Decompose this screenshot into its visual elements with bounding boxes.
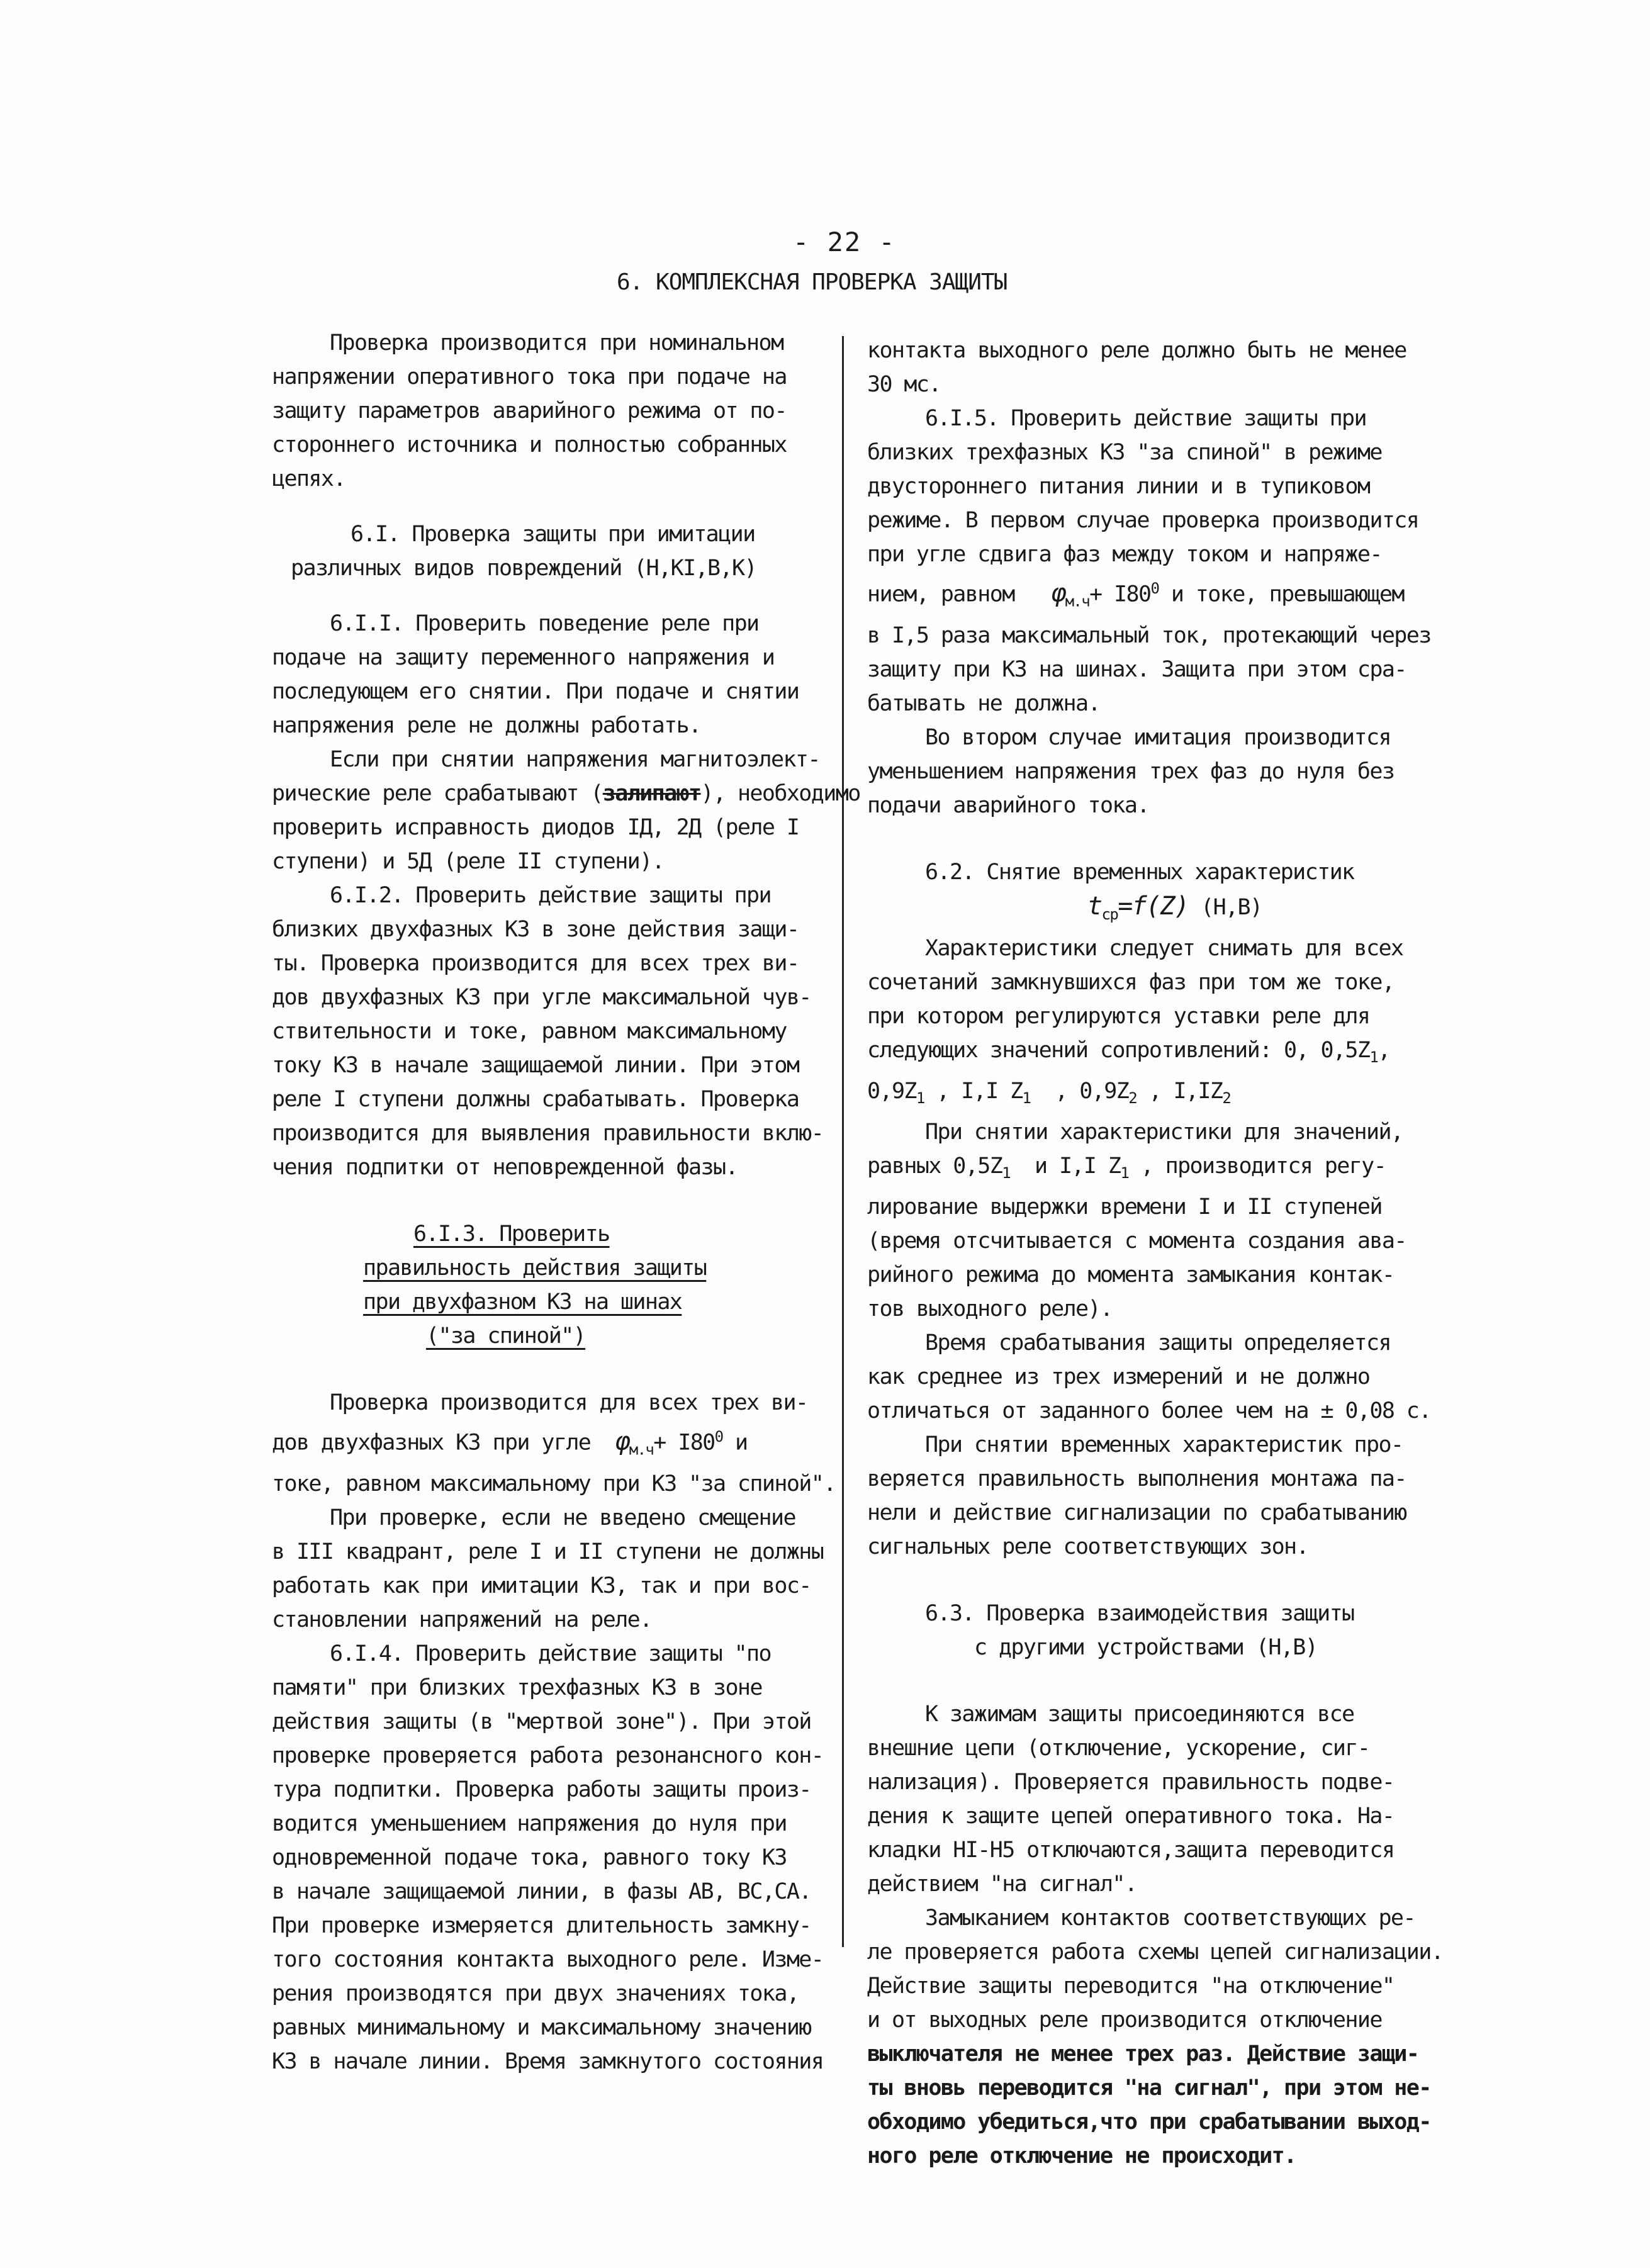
text-line: ного реле отключение не происходит. (867, 2143, 1296, 2169)
text-line: кладки НI-Н5 отключаются,защита переводится (867, 1837, 1395, 1863)
t-symbol: t (1087, 891, 1102, 921)
text-span: 0,9Z (867, 1078, 916, 1104)
phi-symbol: φ (1051, 578, 1065, 608)
subscript: 1 (1022, 1089, 1031, 1107)
text-line: 6.I.2. Проверить действие защиты при (330, 883, 771, 908)
text-line: 6.I.4. Проверить действие защиты "по (330, 1641, 771, 1666)
text-line: стороннего источника и полностью собранных (272, 432, 787, 458)
text-line: тура подпитки. Проверка работы защиты произ- (272, 1777, 811, 1802)
text-line: ле проверяется работа схемы цепей сигнализации. (867, 1939, 1444, 1965)
subscript: 1 (1120, 1164, 1129, 1182)
text-line: в начале защищаемой линии, в фазы АВ, ВС,СА. (272, 1878, 811, 1904)
text-line: защиту при КЗ на шинах. Защита при этом сра- (867, 656, 1406, 682)
heading-6-2-formula (867, 889, 1452, 931)
degree: 0 (1150, 580, 1159, 597)
text-line: реле I ступени должны срабатывать. Проверка (272, 1087, 799, 1112)
text-span: равных 0,5Z (867, 1153, 1002, 1179)
text-line: в I,5 раза максимальный ток, протекающий через (867, 622, 1431, 648)
text-line: При проверке, если не введено смещение (330, 1505, 795, 1530)
text-line: ствительности и токе, равном максимальному (272, 1019, 787, 1044)
phi-subscript: м.ч (629, 1440, 654, 1459)
text-span: (Н,В) (1201, 894, 1262, 920)
subscript: 1 (1002, 1164, 1011, 1182)
heading-6-2: 6.2. Снятие временных характеристик (925, 859, 1354, 885)
text-line: К зажимам защиты присоединяются все (925, 1701, 1354, 1727)
text-line: проверке проверяется работа резонансного кон- (272, 1743, 824, 1768)
text-line: Замыканием контактов соответствующих ре- (925, 1905, 1415, 1931)
text-line (272, 777, 860, 811)
text-line: току КЗ в начале защищаемой линии. При этом (272, 1053, 799, 1078)
text-line (867, 1074, 1452, 1115)
text-line: в III квадрант, реле I и II ступени не должны (272, 1539, 824, 1564)
text-line: рийного режима до момента замыкания контак- (867, 1262, 1395, 1288)
text-span: + I80 (1089, 581, 1151, 607)
text-line: проверить исправность диодов IД, 2Д (реле I (272, 815, 799, 840)
text-line: КЗ в начале линии. Время замкнутого состояния (272, 2048, 824, 2074)
text-line: чения подпитки от неповрежденной фазы. (272, 1155, 738, 1180)
right-column (867, 334, 1452, 2173)
t-subscript: ср (1101, 905, 1118, 923)
text-line: веряется правильность выполнения монтажа па- (867, 1466, 1406, 1491)
text-line (867, 571, 1452, 619)
text-line: ступени) и 5Д (реле II ступени). (272, 849, 665, 874)
page-number: - 22 - (793, 227, 896, 257)
text-line: выключателя не менее трех раз. Действие защи- (867, 2041, 1419, 2067)
text-span: нием, равном (867, 581, 1014, 607)
text-line: при котором регулируются уставки реле для (867, 1003, 1370, 1029)
text-line: ты вновь переводится "на сигнал", при этом не- (867, 2075, 1431, 2101)
text-line: рения производятся при двух значениях тока, (272, 1980, 799, 2006)
text-line: 6.I.5. Проверить действие защиты при (925, 406, 1366, 431)
subscript: 1 (1369, 1048, 1378, 1066)
subscript: 2 (1128, 1089, 1137, 1107)
text-line: как среднее из трех измерений и не должно (867, 1364, 1370, 1389)
heading-6-1-3: 6.I.3. Проверить (413, 1221, 610, 1247)
left-column (272, 326, 860, 2079)
text-line: следующих значений сопротивлений: 0, $0,5Z_1$, (867, 1037, 1390, 1066)
heading-6-1: 6.I. Проверка защиты при имитации (351, 522, 755, 547)
text-line: уменьшением напряжения трех фаз до нуля без (867, 758, 1395, 784)
heading-6-1-line2: различных видов повреждений (Н,КI,В,К) (291, 556, 756, 581)
text-line: батывать не должна. (867, 690, 1100, 716)
text-line: при угле сдвига фаз между током и напряже- (867, 542, 1382, 567)
text-line: работать как при имитации КЗ, так и при вос- (272, 1573, 811, 1598)
text-line: напряжения реле не должны работать. (272, 713, 701, 738)
text-span: , I,I Z (936, 1078, 1023, 1104)
text-line: действием "на сигнал". (867, 1871, 1137, 1897)
text-line: (время отсчитывается с момента создания ава- (867, 1228, 1406, 1254)
text-line: режиме. В первом случае проверка производится (867, 508, 1419, 533)
text-line: тов выходного реле). (867, 1296, 1113, 1322)
text-line: Действие защиты переводится "на отключение" (867, 1973, 1395, 1999)
text-line: дов двухфазных КЗ при угле максимальной чув- (272, 985, 811, 1010)
heading-6-1-3-line2: правильность действия защиты (363, 1255, 707, 1281)
degree: 0 (714, 1428, 723, 1446)
text-span: , 0,9Z (1055, 1078, 1129, 1104)
text-line: того состояния контакта выходного реле. Изме- (272, 1946, 824, 1972)
heading-6-3: 6.3. Проверка взаимодействия защиты (925, 1600, 1354, 1626)
text-line: отличаться от заданного более чем на ± 0,08 с. (867, 1398, 1431, 1423)
text-line: Во втором случае имитация производится (925, 724, 1391, 750)
text-span: следующих значений сопротивлений: 0, 0,5Z (867, 1037, 1370, 1063)
phi-subscript: м.ч (1065, 592, 1090, 610)
text-line: нели и действие сигнализации по срабатыванию (867, 1500, 1406, 1525)
text-line: При снятии временных характеристик про- (925, 1432, 1403, 1457)
text-line: контакта выходного реле должно быть не менее (867, 338, 1406, 363)
text-line: обходимо убедиться,что при срабатывании выход- (867, 2109, 1431, 2135)
text-line: двустороннего питания линии и в тупиковом (867, 474, 1370, 499)
text-line: Проверка производится при номинальном (330, 330, 783, 356)
heading-6-1-3-line3: при двухфазном КЗ на шинах (363, 1289, 682, 1315)
text-line: подачи аварийного тока. (867, 792, 1149, 818)
section-title: 6. КОМПЛЕКСНАЯ ПРОВЕРКА ЗАЩИТЫ (617, 269, 1007, 295)
text-span: , производится регу- (1140, 1153, 1386, 1179)
heading-6-3-line2: с другими устройствами (Н,В) (974, 1634, 1318, 1660)
text-span: рические реле срабатывают ( (272, 781, 603, 806)
text-line: Проверка производится для всех трех ви- (330, 1390, 808, 1415)
text-line: последующем его снятии. При подаче и снятии (272, 679, 799, 704)
phi-symbol: φ (615, 1427, 629, 1456)
text-line: Время срабатывания защиты определяется (925, 1330, 1391, 1356)
text-line: действия защиты (в "мертвой зоне"). При этой (272, 1709, 811, 1734)
text-line: лирование выдержки времени I и II ступеней (867, 1194, 1382, 1220)
text-line: и от выходных реле производится отключение (867, 2007, 1382, 2033)
text-line: равных минимальному и максимальному значению (272, 2014, 811, 2040)
text-line: Характеристики следует снимать для всех (925, 935, 1403, 961)
text-line: 30 мс. (867, 372, 941, 397)
column-divider (842, 336, 844, 1947)
text-line: напряжении оперативного тока при подаче на (272, 364, 787, 390)
text-line: становлении напряжений на реле. (272, 1607, 652, 1632)
text-line: водится уменьшением напряжения до нуля при (272, 1810, 787, 1836)
text-span: и (734, 1430, 748, 1456)
subscript: 1 (916, 1089, 924, 1107)
text-line: внешние цепи (отключение, ускорение, сиг- (867, 1735, 1370, 1761)
text-line: защиту параметров аварийного режима от по- (272, 398, 787, 424)
text-line: 6.I.I. Проверить поведение реле при (330, 611, 759, 636)
text-line (272, 1420, 819, 1467)
heading-6-1-3-line4: ("за спиной") (426, 1323, 586, 1349)
text-span: дов двухфазных КЗ при угле (272, 1430, 591, 1456)
text-line: нализация). Проверяется правильность подве- (867, 1769, 1395, 1795)
text-line: производится для выявления правильности вклю- (272, 1121, 824, 1146)
formula-rhs: =f(Z) (1118, 891, 1189, 921)
text-line: Если при снятии напряжения магнитоэлект- (330, 747, 820, 772)
text-line: дения к защите цепей оперативного тока. На- (867, 1803, 1395, 1829)
text-line (867, 1149, 1452, 1190)
text-span: и токе, превышающем (1170, 581, 1404, 607)
text-line: близких двухфазных КЗ в зоне действия защи- (272, 917, 799, 942)
text-line: При проверке измеряется длительность замкну- (272, 1912, 811, 1938)
text-line: При снятии характеристики для значений, (925, 1119, 1403, 1145)
text-span: , I,IZ (1148, 1078, 1223, 1104)
text-line: одновременной подаче тока, равного току КЗ (272, 1844, 787, 1870)
text-line: подаче на защиту переменного напряжения и (272, 645, 775, 670)
text-line: цепях. (272, 466, 345, 491)
text-line: сигнальных реле соответствующих зон. (867, 1534, 1308, 1559)
struck-word: залипают (602, 781, 701, 806)
text-line: ты. Проверка производится для всех трех ви- (272, 951, 799, 976)
text-span: + I80 (653, 1430, 715, 1456)
text-span: ), необходимо (700, 781, 860, 806)
subscript: 2 (1222, 1089, 1231, 1107)
text-line: близких трехфазных КЗ "за спиной" в режиме (867, 440, 1382, 465)
text-line: памяти" при близких трехфазных КЗ в зоне (272, 1675, 762, 1700)
text-span: и I,I Z (1035, 1153, 1121, 1179)
text-line: сочетаний замкнувшихся фаз при том же токе, (867, 969, 1395, 995)
text-line: токе, равном максимальному при КЗ "за спиной". (272, 1471, 836, 1496)
